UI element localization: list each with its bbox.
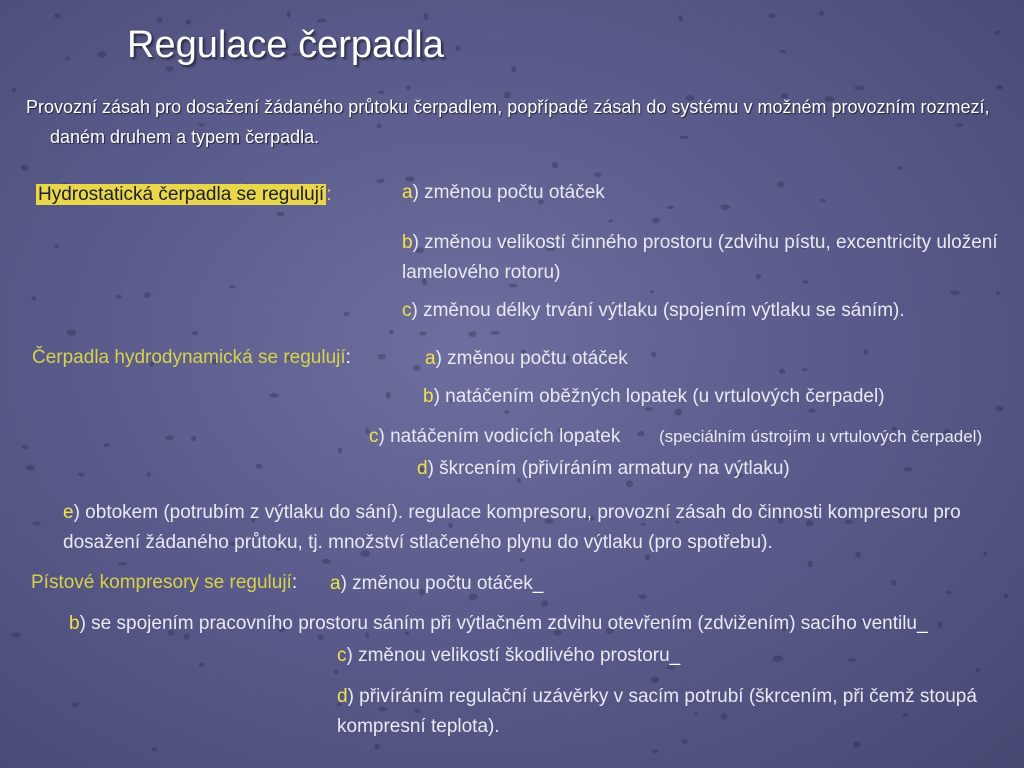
background-dot xyxy=(667,206,675,209)
background-dot xyxy=(26,465,35,471)
background-dot xyxy=(854,85,864,90)
background-dot xyxy=(637,431,644,437)
background-dot xyxy=(976,667,981,672)
piston-heading xyxy=(31,572,297,594)
background-dot xyxy=(1004,594,1008,599)
background-dot xyxy=(541,600,548,607)
background-dot xyxy=(405,176,415,181)
background-dot xyxy=(780,50,787,53)
background-dot xyxy=(334,670,339,674)
item-letter: b xyxy=(402,232,413,253)
background-dot xyxy=(777,181,784,187)
background-dot xyxy=(819,11,824,16)
background-dot xyxy=(32,521,41,525)
background-dot xyxy=(652,218,661,223)
item-text: ) změnou velikostí činného prostoru (zdvihu pístu, excentricity uložení lamelového rotoru) xyxy=(402,232,998,283)
background-dot xyxy=(419,331,426,335)
background-dot xyxy=(406,86,411,90)
background-dot xyxy=(937,621,942,627)
item-text: ) natáčením vodicích lopatek xyxy=(378,426,621,447)
background-dot xyxy=(269,393,279,397)
background-dot xyxy=(286,11,290,18)
item-trail: _ xyxy=(669,645,681,666)
background-dot xyxy=(674,409,682,416)
item-text: ) změnou velikostí škodlivého prostoru xyxy=(346,645,670,666)
background-dot xyxy=(808,409,815,413)
background-dot xyxy=(71,703,79,707)
background-dot xyxy=(891,580,896,586)
item-trail: _ xyxy=(532,573,544,594)
hydrodynamic-heading xyxy=(32,347,351,369)
background-dot xyxy=(374,744,379,750)
hydrodynamic-heading-colon: : xyxy=(345,347,351,368)
item-text: ) se spojením pracovního prostoru sáním při výtlačném zdvihu otevřením (zdvižením) sacího ventilu xyxy=(79,613,917,634)
item-letter: a xyxy=(330,573,341,594)
background-dot xyxy=(594,172,602,177)
background-dot xyxy=(639,594,648,599)
background-dot xyxy=(504,410,509,414)
item-letter: c xyxy=(402,300,412,321)
background-dot xyxy=(720,204,730,209)
item-letter: c xyxy=(369,426,379,447)
background-dot xyxy=(773,655,783,661)
hydrodynamic-item-c-note: (speciálním ústrojím u vrtulových čerpadel) xyxy=(659,427,983,446)
background-dot xyxy=(22,445,29,450)
item-text: ) přivíráním regulační uzávěrky v sacím potrubí (škrcením, při čemž stoupá kompresní teplota). xyxy=(337,686,977,737)
hydrodynamic-item-d xyxy=(417,458,790,480)
background-dot xyxy=(276,212,284,217)
background-dot xyxy=(146,472,151,476)
background-dot xyxy=(950,291,960,295)
background-dot xyxy=(143,292,150,297)
background-dot xyxy=(994,31,1000,36)
background-dot xyxy=(21,164,29,171)
background-dot xyxy=(651,351,656,357)
background-dot xyxy=(853,741,860,747)
item-text: ) změnou počtu otáček xyxy=(412,182,605,203)
item-trail: _ xyxy=(917,613,928,634)
background-dot xyxy=(389,330,394,334)
background-dot xyxy=(67,329,77,336)
background-dot xyxy=(103,443,110,446)
background-dot xyxy=(490,331,500,334)
item-letter: b xyxy=(69,613,80,634)
background-dot xyxy=(511,66,516,72)
item-letter: d xyxy=(337,686,348,707)
background-dot xyxy=(157,17,163,23)
hydrodynamic-item-a xyxy=(425,348,628,370)
background-dot xyxy=(779,369,786,374)
background-dot xyxy=(863,349,868,354)
item-text: ) obtokem (potrubím z výtlaku do sání). regulace kompresoru, provozní zásah do činnosti kompresoru pro dosažení žádaného průtoku, tj. množství stlačeného plynu do výtlaku (pro spotřebu). xyxy=(63,502,961,553)
item-letter: d xyxy=(417,458,428,479)
background-dot xyxy=(626,480,633,487)
item-text: ) změnou počtu otáček xyxy=(435,348,628,369)
background-dot xyxy=(118,562,127,565)
background-dot xyxy=(413,365,420,371)
background-dot xyxy=(376,179,384,183)
background-dot xyxy=(847,658,856,661)
background-dot xyxy=(678,15,682,22)
background-dot xyxy=(808,560,813,567)
background-dot xyxy=(608,219,613,222)
piston-heading-text: Pístové kompresory se regulují xyxy=(31,572,292,593)
background-dot xyxy=(898,166,903,169)
hydrodynamic-item-e xyxy=(63,498,1013,558)
background-dot xyxy=(344,312,350,316)
background-dot xyxy=(317,635,323,641)
item-letter: e xyxy=(63,502,74,523)
item-letter: c xyxy=(337,645,347,666)
slide-title: Regulace čerpadla xyxy=(127,24,444,66)
background-dot xyxy=(650,290,654,293)
item-letter: b xyxy=(423,386,434,407)
background-dot xyxy=(12,87,16,92)
background-dot xyxy=(192,331,198,336)
hydrostatic-item-b xyxy=(402,228,1002,288)
background-dot xyxy=(230,285,236,288)
hydrostatic-heading-text: Hydrostatická čerpadla se regulují xyxy=(38,184,325,205)
background-dot xyxy=(802,368,807,372)
background-dot xyxy=(54,13,61,18)
background-dot xyxy=(78,472,85,476)
background-dot xyxy=(468,331,476,337)
background-dot xyxy=(386,392,391,399)
background-dot xyxy=(995,406,1003,412)
background-dot xyxy=(996,291,1000,295)
background-dot xyxy=(199,663,204,667)
piston-item-c xyxy=(337,645,680,667)
background-dot xyxy=(653,750,659,754)
item-letter: a xyxy=(402,182,413,203)
background-dot xyxy=(322,559,331,564)
piston-item-b xyxy=(69,613,928,635)
background-dot xyxy=(11,633,21,638)
item-text: ) změnou počtu otáček xyxy=(340,573,533,594)
background-dot xyxy=(552,162,558,168)
background-dot xyxy=(54,245,58,249)
item-text: ) škrcením (přivíráním armatury na výtlaku) xyxy=(427,458,790,479)
item-letter: a xyxy=(425,348,436,369)
background-dot xyxy=(338,447,342,453)
background-dot xyxy=(31,296,36,300)
item-text: ) natáčením oběžných lopatek (u vrtulových čerpadel) xyxy=(433,386,885,407)
hydrostatic-item-c xyxy=(402,300,905,322)
background-dot xyxy=(377,354,386,360)
background-dot xyxy=(256,464,263,469)
hydrostatic-heading-colon: : xyxy=(326,184,332,205)
background-dot xyxy=(455,46,460,52)
hydrostatic-heading xyxy=(36,184,331,206)
background-dot xyxy=(191,436,196,441)
hydrodynamic-item-c xyxy=(369,426,620,448)
piston-item-a xyxy=(330,573,543,595)
hydrodynamic-item-b xyxy=(423,386,885,408)
piston-heading-colon: : xyxy=(291,572,298,593)
background-dot xyxy=(820,199,825,202)
background-dot xyxy=(317,19,327,23)
intro-paragraph: Provozní zásah pro dosažení žádaného průtoku čerpadlem, popřípadě zásah do systému v možném provozním rozmezí, daném druhem a typem čerpadla. xyxy=(26,97,990,147)
background-dot xyxy=(98,51,107,57)
background-dot xyxy=(768,13,776,18)
piston-item-d xyxy=(337,682,1007,742)
item-text: ) změnou délky trvání výtlaku (spojením výtlaku se sáním). xyxy=(411,300,905,321)
background-dot xyxy=(947,591,952,595)
background-dot xyxy=(165,435,174,440)
background-dot xyxy=(904,467,913,471)
background-dot xyxy=(115,295,121,300)
background-dot xyxy=(997,85,1003,90)
background-dot xyxy=(65,57,71,61)
background-dot xyxy=(519,558,524,562)
hydrodynamic-heading-text: Čerpadla hydrodynamická se regulují xyxy=(32,347,346,368)
background-dot xyxy=(424,13,429,20)
hydrostatic-item-a xyxy=(402,182,605,204)
background-dot xyxy=(151,748,157,752)
